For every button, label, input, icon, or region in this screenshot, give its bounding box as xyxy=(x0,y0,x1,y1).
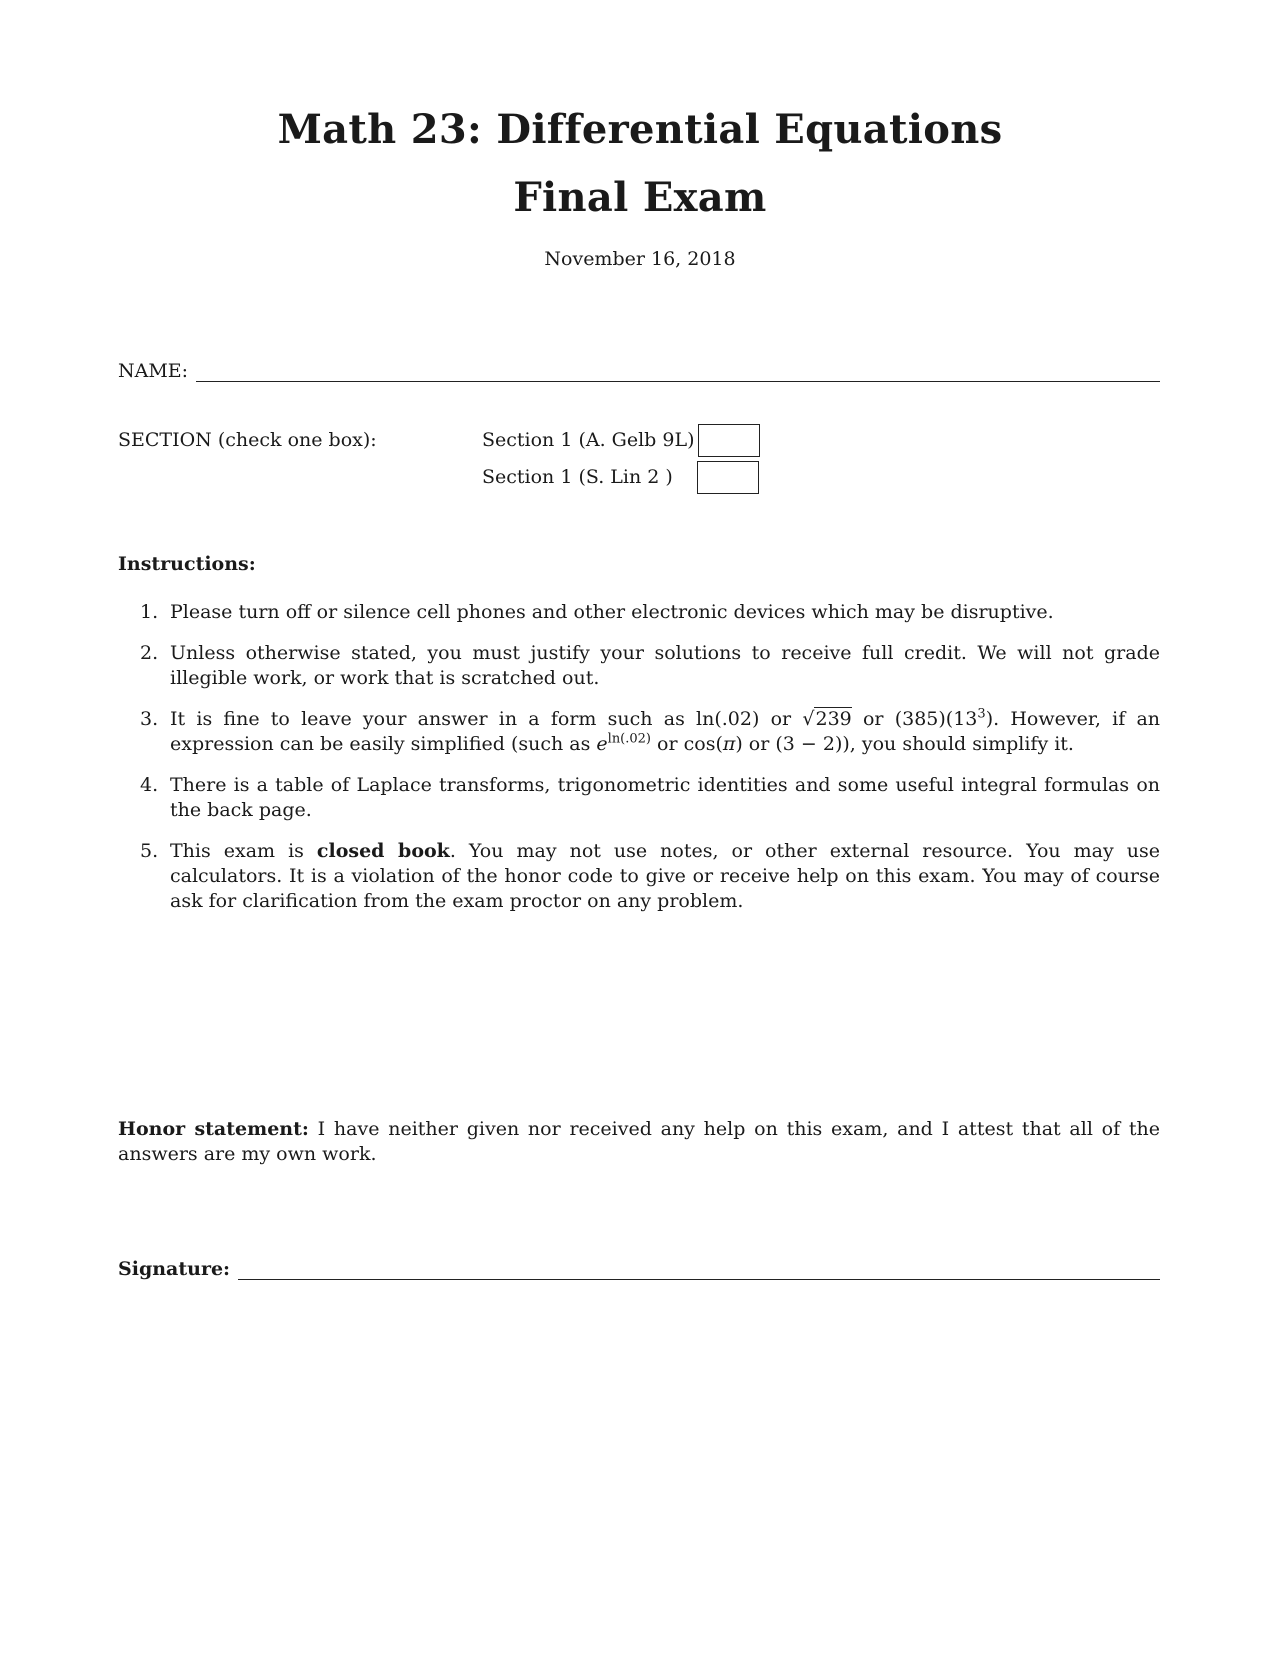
instruction-number: 5. xyxy=(140,840,159,862)
sqrt-radicand: 239 xyxy=(815,708,852,730)
instruction-item xyxy=(118,773,1160,823)
instruction-text: Unless otherwise stated, you must justify your solutions to receive full credit. We will not grade illegible work, or work that is scratched out. xyxy=(170,642,1160,689)
exam-date: November 16, 2018 xyxy=(544,248,736,270)
honor-statement-label: Honor statement: xyxy=(118,1118,309,1140)
instruction-text xyxy=(170,708,1160,755)
name-label: NAME: xyxy=(118,360,189,382)
instruction-text: Please turn off or silence cell phones and other electronic devices which may be disruptive. xyxy=(170,601,1054,623)
instruction-number: 1. xyxy=(140,601,159,623)
section-option-lin-label: Section 1 (S. Lin 2 ) xyxy=(482,466,673,488)
sqrt-expression: √239 xyxy=(802,708,852,730)
instruction-number: 3. xyxy=(140,708,159,730)
name-input-line[interactable] xyxy=(196,363,1160,382)
instruction-text: There is a table of Laplace transforms, trigonometric identities and some useful integral formulas on the back page. xyxy=(170,774,1160,821)
instruction-text-part: It is fine to leave your answer in a form such as ln(.02) or xyxy=(170,708,803,730)
honor-statement-text: I have neither given nor received any help on this exam, and I attest that all of the answers are my own work. xyxy=(118,1118,1160,1165)
instruction-text-part: . You may not use notes, or other external resource. You may use calculators. It is a violation of the honor code to give or receive help on this exam. You may of course ask for clarification from the exam proctor on any problem. xyxy=(170,840,1160,912)
instruction-number: 2. xyxy=(140,642,159,664)
signature-input-line[interactable] xyxy=(238,1261,1160,1280)
instruction-text-part: ) or (3 − 2)), you should simplify it. xyxy=(735,733,1074,755)
instruction-text-part: or cos( xyxy=(651,733,723,755)
instructions-list xyxy=(118,600,1160,930)
instruction-item xyxy=(118,600,1160,625)
instruction-text-part: ). However, if an expression can be easily simplified (such as xyxy=(170,708,1161,755)
instruction-text-part: This exam is xyxy=(170,840,317,862)
instruction-text xyxy=(170,840,1160,912)
instruction-text-part: or (385)(13 xyxy=(851,708,978,730)
honor-statement xyxy=(118,1117,1160,1167)
exponent: ln(.02) xyxy=(607,731,652,747)
instruction-number: 4. xyxy=(140,774,159,796)
pi-symbol: π xyxy=(722,733,736,755)
exp-base: e xyxy=(596,733,608,755)
exam-course-title: Math 23: Differential Equations xyxy=(277,106,1003,153)
section-option-gelb-label: Section 1 (A. Gelb 9L) xyxy=(482,429,695,451)
exponent: 3 xyxy=(977,706,986,722)
closed-book-emphasis: closed book xyxy=(316,840,450,862)
section-lin-checkbox[interactable] xyxy=(697,461,759,494)
exam-title: Final Exam xyxy=(513,174,767,221)
name-field xyxy=(118,360,1160,382)
instruction-item xyxy=(118,839,1160,914)
section-label: SECTION (check one box): xyxy=(118,429,377,451)
instructions-heading: Instructions: xyxy=(118,553,256,575)
section-gelb-checkbox[interactable] xyxy=(698,424,760,457)
instruction-item xyxy=(118,641,1160,691)
signature-label: Signature: xyxy=(118,1258,231,1280)
instruction-item xyxy=(118,707,1160,757)
signature-field xyxy=(118,1258,1160,1280)
